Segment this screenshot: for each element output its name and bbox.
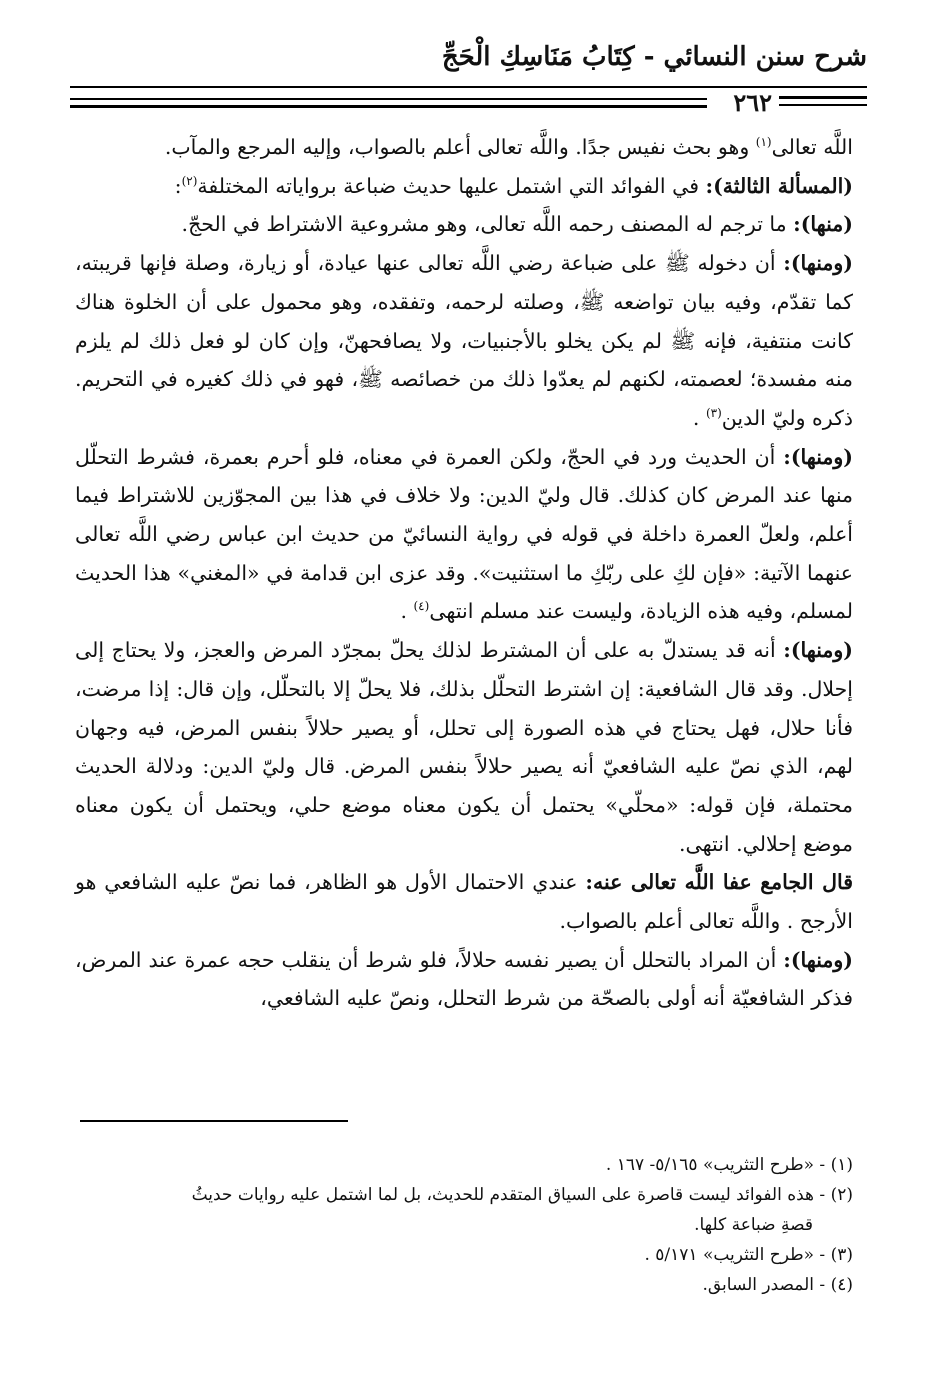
- paragraph-lead: (ومنها):: [783, 444, 853, 469]
- paragraph-lead: قال الجامع عفا اللَّه تعالى عنه:: [585, 870, 854, 895]
- paragraph: [75, 244, 853, 438]
- page-number-rule: [779, 104, 867, 106]
- page-number: ٢٦٢: [733, 88, 772, 117]
- paragraph-text: أن الحديث ورد في الحجّ، ولكن العمرة في معناه، فلو أحرم بعمرة، فشرط التحلّل منها عند المرض كان كذلك. قال وليّ الدين: ولا خلاف في هذا بين المجوّزين للاشتراط فيما أعلم، ولعلّ العمرة داخلة في قوله في رواية النسائيّ من حديث ابن عباس رضي اللَّه تعالى عنهما الآتية: «فإن لكِ على ربّكِ ما استثنيت». وقد عزى ابن قدامة في «المغني» هذا الحديث لمسلم، وفيه هذه الزيادة، وليست عند مسلم انتهى: [75, 444, 853, 624]
- paragraph: [75, 205, 853, 244]
- paragraph-tail: :: [174, 173, 182, 198]
- paragraph: [75, 128, 853, 167]
- paragraph-tail: وهو بحث نفيس جدًا. واللَّه تعالى أعلم بالصواب، وإليه المرجع والمآب.: [164, 135, 756, 159]
- footnote: (١) - «طرح التثريب» ٥/١٦٥- ١٦٧ .: [605, 1155, 853, 1175]
- paragraph-text: أنه قد يستدلّ به على أن المشترط لذلك يحلّ بمجرّد المرض والعجز، ولا يحتاج إلى إحلال. وقد قال الشافعية: إن اشترط التحلّل بذلك، فلا يحلّ إلا بالتحلّل، وإن قال: إذا مرضت، فأنا حلال، فهل يحتاج في هذه الصورة إلى تحلل، أو يصير حلالاً بنفس المرض، فيه وجهان لهم، الذي نصّ عليه الشافعيّ أنه يصير حلالاً بنفس المرض. قال وليّ الدين: ودلالة الحديث محتملة، فإن قوله: «محلّي» يحتمل أن يكون معناه موضع حلي، ويحتمل أن يكون معناه موضع إحلالي. انتهى.: [75, 638, 853, 856]
- page-number-rule: [70, 98, 707, 100]
- paragraph-text: عندي الاحتمال الأول هو الظاهر، فما نصّ عليه الشافعي هو الأرجح . واللَّه تعالى أعلم بالصواب.: [75, 870, 853, 934]
- footnote-ref: (٣): [705, 406, 722, 421]
- paragraph: [75, 438, 853, 632]
- paragraph-tail: .: [692, 405, 706, 430]
- paragraph: [75, 863, 853, 940]
- footnote-separator: [80, 1120, 348, 1122]
- paragraph-lead: (ومنها):: [783, 638, 853, 663]
- paragraph-lead: (ومنها):: [783, 251, 853, 276]
- page-number-rule: [779, 96, 867, 99]
- paragraph-text: في الفوائد التي اشتمل عليها حديث ضباعة برواياته المختلفة: [197, 173, 706, 198]
- paragraph-lead: (ومنها):: [783, 947, 853, 972]
- main-text: [75, 128, 853, 1018]
- footnote-continuation: قصةِ ضباعة كلها.: [694, 1215, 813, 1235]
- footnote: (٣) - «طرح التثريب» ٥/١٧١ .: [644, 1245, 853, 1265]
- footnote: (٤) - المصدر السابق.: [702, 1275, 853, 1295]
- paragraph: [75, 941, 853, 1018]
- paragraph-text: أن المراد بالتحلل أن يصير نفسه حلالاً، فلو شرط أن ينقلب حجه عمرة عند المرض، فذكر الشافعيّة أنه أولى بالصحّة من شرط التحلل، ونصّ عليه الشافعي،: [75, 947, 853, 1011]
- footnotes: [70, 1150, 853, 1300]
- paragraph-text: ما ترجم له المصنف رحمه اللَّه تعالى، وهو مشروعية الاشتراط في الحجّ.: [181, 212, 794, 237]
- paragraph-lead: (منها):: [793, 212, 853, 237]
- footnote-ref: (٢): [181, 173, 198, 188]
- footnote-ref: (١): [755, 135, 772, 150]
- footnote: (٢) - هذه الفوائد ليست قاصرة على السياق المتقدم للحديث، بل لما اشتمل عليه روايات حديثُ: [191, 1185, 853, 1205]
- paragraph-lead: (المسألة الثالثة):: [705, 173, 853, 198]
- paragraph: [75, 167, 853, 206]
- paragraph-tail: .: [400, 599, 414, 624]
- page-number-rule: [70, 105, 707, 108]
- footnote-ref: (٤): [413, 599, 430, 614]
- running-header: [70, 38, 867, 78]
- paragraph-text: أن دخوله ﷺ على ضباعة رضي اللَّه تعالى عنها عيادة، أو زيارة، وصلة فإنها قريبته، كما تقدّم، وفيه بيان تواضعه ﷺ، وصلته لرحمه، وتفقده، وهو محمول على أن الخلوة هناك كانت منتفية، فإنه ﷺ لم يكن يخلو بالأجنبيات، ولا يصافحهنّ، وإن كان لو فعل ذلك لم يلزم منه مفسدة؛ لعصمته، لكنهم لم يعدّوا ذلك من خصائصه ﷺ، فهو في ذلك كغيره في التحريم. ذكره وليّ الدين: [75, 251, 853, 430]
- header-title: شرح سنن النسائي - كِتَابُ مَنَاسِكِ الْحَجِّ: [441, 42, 867, 72]
- paragraph-text: اللَّه تعالى: [771, 135, 853, 159]
- paragraph: [75, 631, 853, 863]
- page-number-bar: [70, 88, 867, 118]
